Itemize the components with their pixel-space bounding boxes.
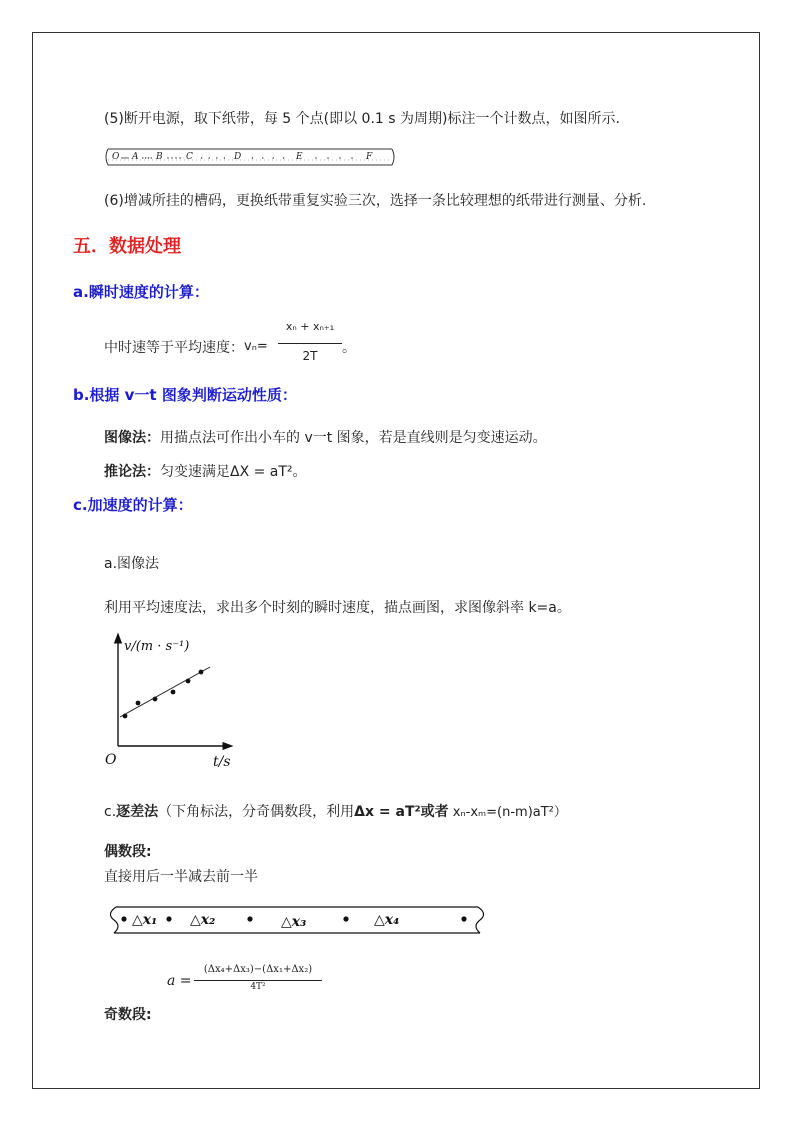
tape-tick-dot	[167, 157, 168, 158]
subsection-a-title: a.瞬时速度的计算：	[73, 283, 209, 301]
successive-diff-line	[104, 801, 567, 821]
graph-method-title: a.图像法	[104, 556, 160, 572]
data-point	[199, 670, 204, 675]
data-point	[123, 714, 128, 719]
inst-speed-lhs: vₙ=	[244, 339, 268, 354]
inst-speed-text: 中时速等于平均速度：	[104, 340, 244, 356]
accel-denominator: 4T²	[250, 982, 266, 992]
fraction-bar	[278, 343, 342, 344]
inst-speed-denominator: 2T	[302, 349, 318, 363]
section-title: 五．数据处理	[73, 236, 181, 257]
tape-tick-dot	[145, 157, 146, 158]
odd-label: 奇数段:	[104, 1007, 152, 1023]
successive-diff-label: 逐差法	[116, 804, 159, 820]
segment-label-1: △x₁	[132, 912, 158, 928]
tape-tick-dot	[351, 157, 352, 158]
image-method-label: 图像法：	[104, 430, 160, 446]
segment-label-3: △x₃	[281, 914, 307, 930]
tape-tick-dot	[151, 157, 152, 158]
tape-point-label: C	[186, 152, 193, 162]
tape-tick-dot	[273, 157, 274, 158]
inference-method-text: 匀变速满足ΔX = aT²。	[160, 464, 307, 480]
paper-tape-diagram	[104, 146, 396, 168]
data-point	[136, 701, 141, 706]
subsection-c-title: c.加速度的计算：	[73, 496, 193, 514]
accel-lhs: a =	[167, 973, 192, 989]
tape-point-label: O	[112, 152, 120, 162]
tape-tick-dot	[125, 157, 126, 158]
tape-tick-dot	[142, 157, 143, 158]
fit-line	[120, 667, 210, 717]
accel-fraction-bar	[194, 980, 322, 981]
tape-tick-dot	[179, 157, 180, 158]
tape-tick-dot	[209, 157, 210, 158]
vt-graph	[100, 628, 240, 770]
tape-tick-dot	[148, 157, 149, 158]
step5-text: (5)断开电源，取下纸带，每 5 个点(即以 0.1 s 为周期)标注一个计数点，如图所示.	[104, 111, 620, 127]
segment-label-2: △x₂	[190, 912, 216, 928]
tape-point-label: B	[156, 152, 163, 162]
tape-tick-dot	[121, 157, 122, 158]
tape-point-label: F	[366, 152, 373, 162]
tape-tick-dot	[339, 157, 340, 158]
tape-tick-dot	[224, 157, 225, 158]
successive-diff-prefix: c.	[104, 804, 117, 820]
subsection-b-title: b.根据 v一t 图象判断运动性质：	[73, 386, 297, 404]
inst-speed-tail: 。	[342, 340, 356, 356]
tape-dot	[343, 916, 348, 921]
tape-tick-dot	[315, 157, 316, 158]
step6-text: (6)增减所挂的槽码，更换纸带重复实验三次，选择一条比较理想的纸带进行测量、分析.	[104, 193, 647, 209]
successive-diff-text2: xₙ-xₘ=(n-m)aT²）	[448, 805, 567, 820]
tape-tick-dot	[175, 157, 176, 158]
image-method-line	[104, 427, 547, 447]
tape-tick-dot	[171, 157, 172, 158]
tape-tick-dot	[327, 157, 328, 158]
data-point	[186, 679, 191, 684]
origin-label: O	[105, 752, 117, 768]
tape-tick-dot	[262, 157, 263, 158]
tape-dot	[247, 916, 252, 921]
y-axis-label: v/(m · s⁻¹)	[124, 639, 190, 654]
inference-method-line	[104, 461, 307, 481]
tape-tick-dot	[201, 157, 202, 158]
segment-label-4: △x₄	[374, 912, 400, 928]
tape-tick-dot	[123, 157, 124, 158]
tape-dot	[121, 916, 126, 921]
graph-method-desc: 利用平均速度法，求出多个时刻的瞬时速度，描点画图，求图像斜率 k=a。	[104, 600, 571, 616]
successive-diff-formula: Δx = aT²或者	[354, 804, 449, 820]
accel-numerator: (Δx₄+Δx₃)−(Δx₁+Δx₂)	[203, 964, 313, 975]
successive-diff-text1: （下角标法，分奇偶数段，利用	[158, 804, 355, 820]
paper-tape-segments	[108, 904, 486, 936]
tape-point-label: A	[132, 152, 139, 162]
inference-method-label: 推论法：	[104, 464, 160, 480]
tape-tick-dot	[283, 157, 284, 158]
tape-point-label: E	[296, 152, 303, 162]
tape-dot	[166, 916, 171, 921]
data-point	[171, 690, 176, 695]
even-label: 偶数段:	[104, 844, 152, 860]
image-method-text: 用描点法可作出小车的 v一t 图象，若是直线则是匀变速运动。	[160, 430, 547, 446]
x-axis-label: t/s	[213, 754, 231, 770]
tape-tick-dot	[252, 157, 253, 158]
data-point	[153, 697, 158, 702]
tape-tick-dot	[216, 157, 217, 158]
even-desc: 直接用后一半减去前一半	[104, 869, 258, 885]
tape-point-label: D	[234, 152, 242, 162]
inst-speed-numerator: xₙ + xₙ₊₁	[285, 320, 335, 333]
tape-tick-dot	[127, 157, 128, 158]
tape-dot	[461, 916, 466, 921]
